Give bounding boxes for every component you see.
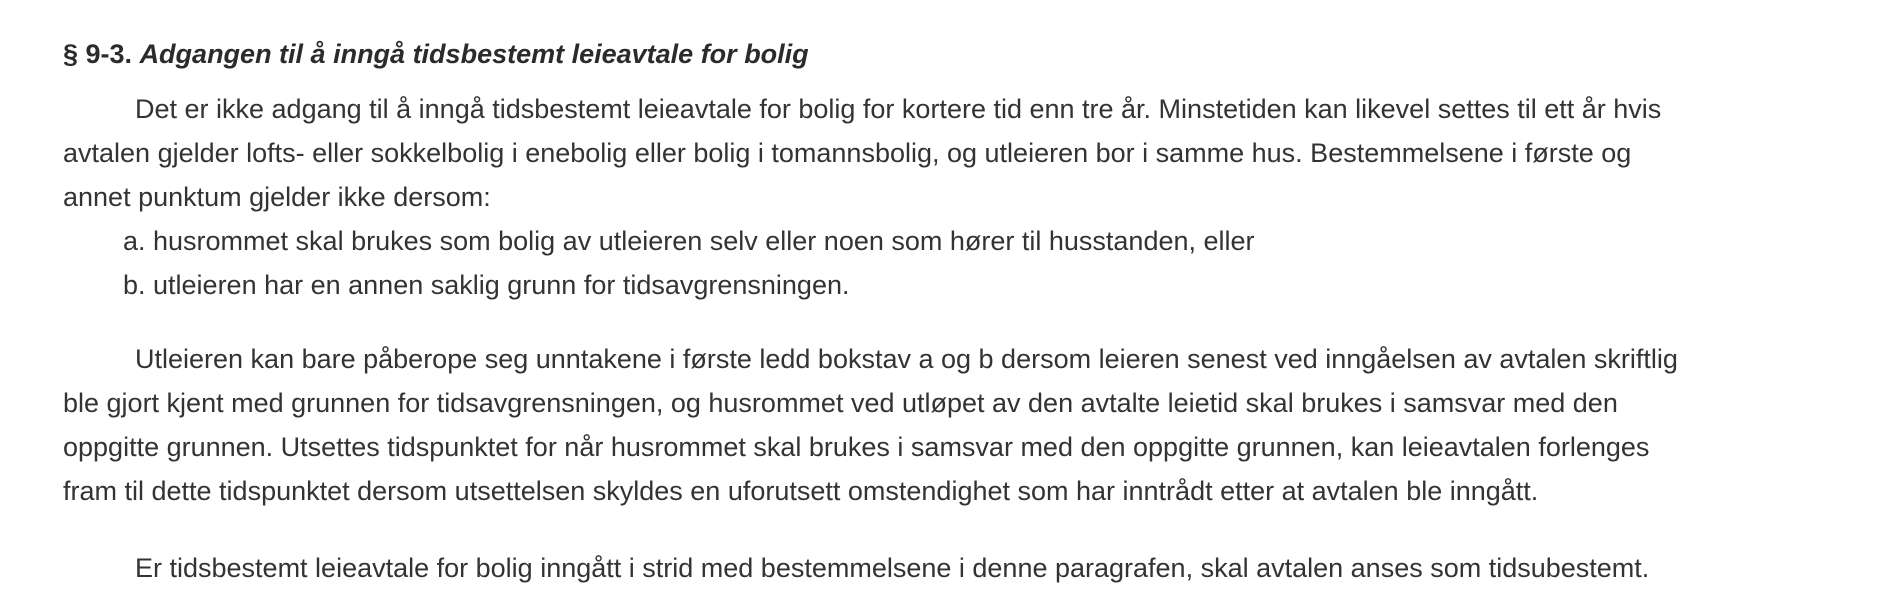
section-heading <box>63 0 1842 72</box>
paragraph-line: avtalen gjelder lofts- eller sokkelbolig i enebolig eller bolig i tomannsbolig, og utleieren bor i samme hus. Bestemmelsene i første og <box>63 138 1632 168</box>
paragraph-3 <box>63 546 1842 590</box>
paragraph-line: Er tidsbestemt leieavtale for bolig inngått i strid med bestemmelsene i denne paragrafen, skal avtalen anses som tidsubestemt. <box>135 553 1650 583</box>
list-item-b: b. utleieren har en annen saklig grunn for tidsavgrensningen. <box>123 270 850 300</box>
paragraph-line: Det er ikke adgang til å inngå tidsbestemt leieavtale for bolig for kortere tid enn tre år. Minstetiden kan likevel settes til ett år hvis <box>135 94 1662 124</box>
paragraph-line: Utleieren kan bare påberope seg unntakene i første ledd bokstav a og b dersom leieren senest ved inngåelsen av avtalen skriftlig <box>135 344 1678 374</box>
list-item-a: a. husrommet skal brukes som bolig av utleieren selv eller noen som hører til husstanden, eller <box>123 226 1255 256</box>
paragraph-line: ble gjort kjent med grunnen for tidsavgrensningen, og husrommet ved utløpet av den avtalte leietid skal brukes i samsvar med den <box>63 388 1618 418</box>
paragraph-line: oppgitte grunnen. Utsettes tidspunktet for når husrommet skal brukes i samsvar med den oppgitte grunnen, kan leieavtalen forlenges <box>63 432 1650 462</box>
section-title: Adgangen til å inngå tidsbestemt leieavtale for bolig <box>139 39 809 69</box>
paragraph-1 <box>63 87 1842 219</box>
section-number: § 9-3. <box>63 39 133 69</box>
exception-list <box>63 219 1842 307</box>
paragraph-line: annet punktum gjelder ikke dersom: <box>63 182 491 212</box>
paragraph-2 <box>63 337 1842 513</box>
paragraph-line: fram til dette tidspunktet dersom utsettelsen skyldes en uforutsett omstendighet som har inntrådt etter at avtalen ble inngått. <box>63 476 1539 506</box>
